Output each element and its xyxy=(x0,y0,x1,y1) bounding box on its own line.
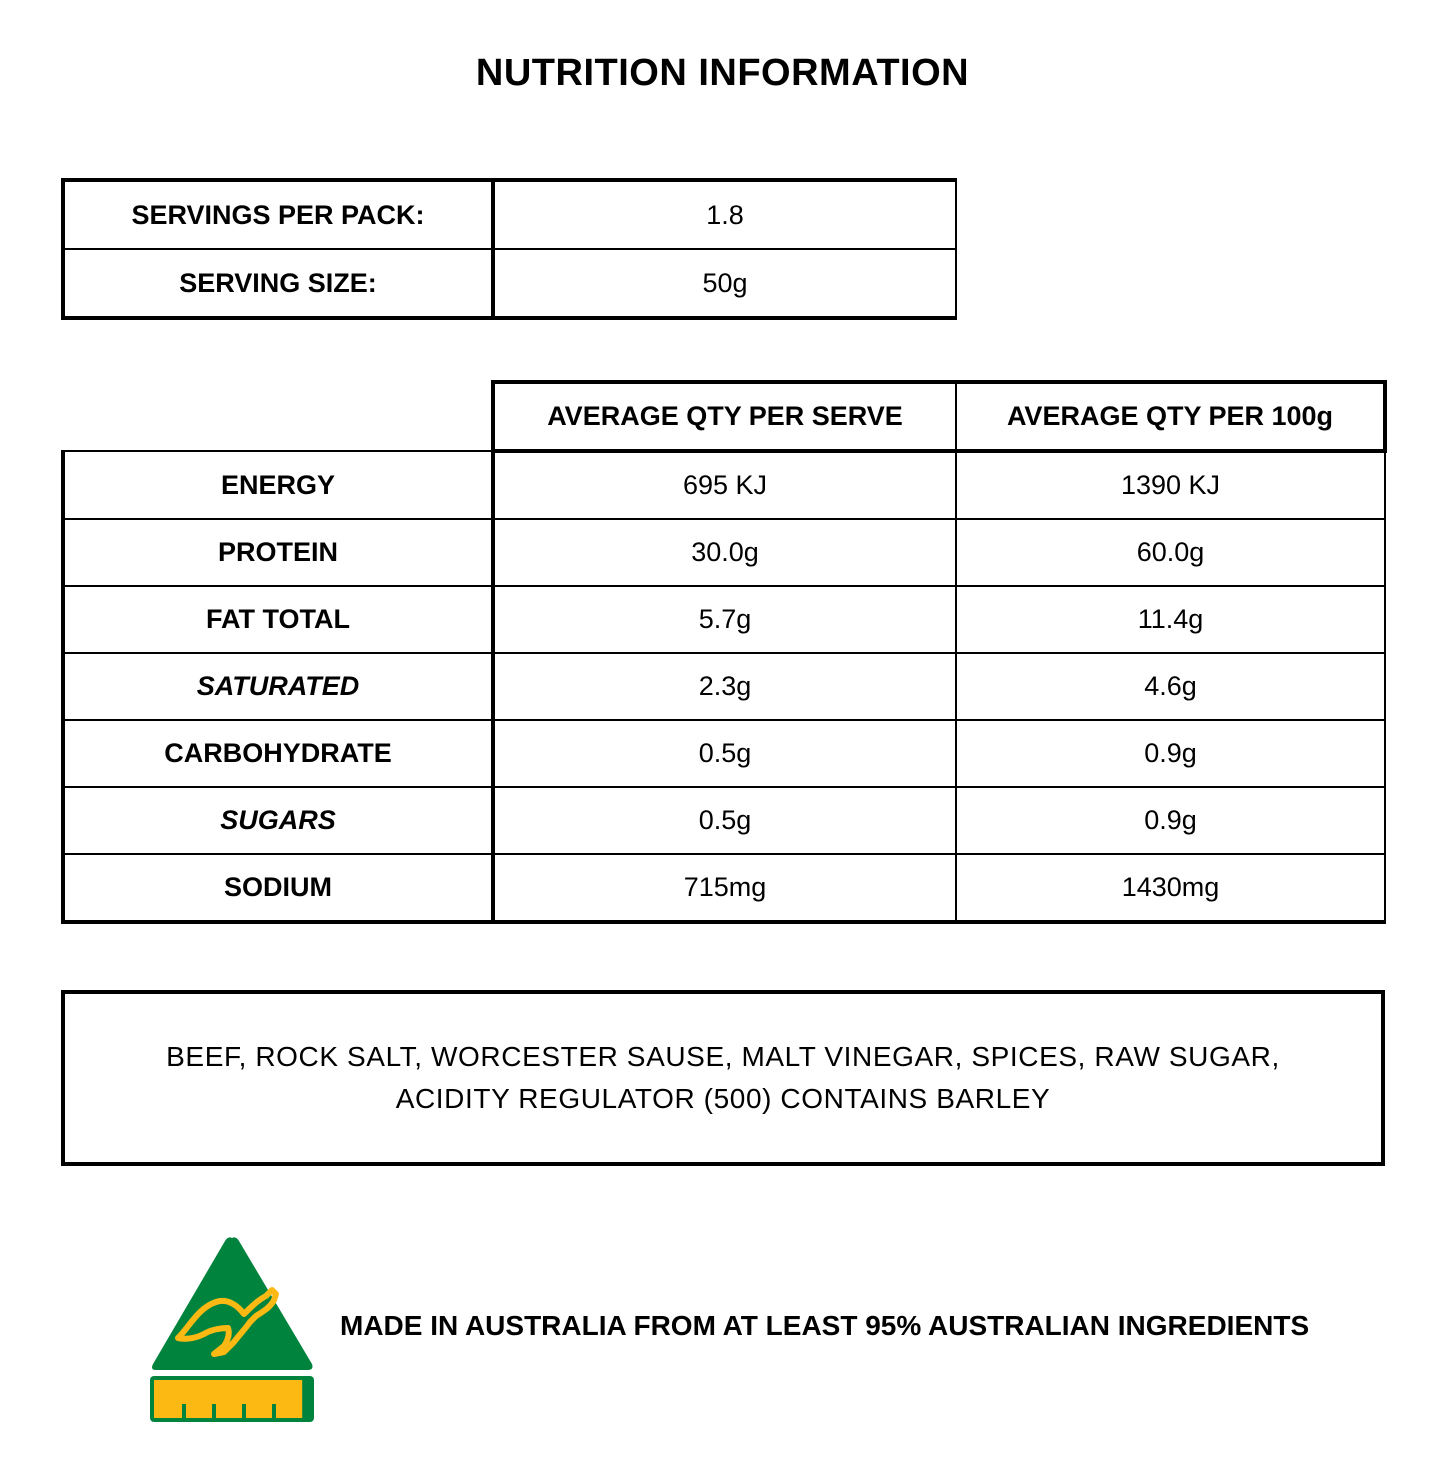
nutrient-per-100g: 0.9g xyxy=(956,787,1385,854)
nutrient-name: PROTEIN xyxy=(63,519,493,586)
nutrient-per-serve: 30.0g xyxy=(493,519,956,586)
nutrient-per-serve: 5.7g xyxy=(493,586,956,653)
nutrient-per-serve: 715mg xyxy=(493,854,956,922)
nutrient-per-serve: 695 KJ xyxy=(493,451,956,519)
nutrient-row-sodium xyxy=(63,854,1385,922)
nutrient-row-sugars xyxy=(63,787,1385,854)
nutrient-row-energy xyxy=(63,451,1385,519)
nutrient-per-serve: 2.3g xyxy=(493,653,956,720)
nutrient-name: FAT TOTAL xyxy=(63,586,493,653)
nutrient-per-100g: 0.9g xyxy=(956,720,1385,787)
nutrient-per-serve: 0.5g xyxy=(493,720,956,787)
origin-statement: MADE IN AUSTRALIA FROM AT LEAST 95% AUSTRALIAN INGREDIENTS xyxy=(340,1310,1310,1341)
serving-size-label: SERVING SIZE: xyxy=(63,249,493,318)
serving-size-value: 50g xyxy=(493,249,956,318)
nutrient-per-100g: 4.6g xyxy=(956,653,1385,720)
nutrient-name: SUGARS xyxy=(63,787,493,854)
logo-bar-fill xyxy=(154,1380,302,1418)
nutrient-per-100g: 60.0g xyxy=(956,519,1385,586)
nutrient-row-saturated xyxy=(63,653,1385,720)
header-blank-cell xyxy=(63,382,493,451)
nutrient-name: CARBOHYDRATE xyxy=(63,720,493,787)
nutrient-per-100g: 1430mg xyxy=(956,854,1385,922)
nutrition-header-row xyxy=(63,382,1385,451)
header-per-100g: AVERAGE QTY PER 100g xyxy=(956,382,1385,451)
header-per-serve: AVERAGE QTY PER SERVE xyxy=(493,382,956,451)
nutrient-row-carbohydrate xyxy=(63,720,1385,787)
servings-per-pack-row xyxy=(63,180,956,249)
servings-table xyxy=(61,178,957,320)
nutrient-row-protein xyxy=(63,519,1385,586)
page-title: NUTRITION INFORMATION xyxy=(475,52,970,94)
nutrient-name: SODIUM xyxy=(63,854,493,922)
nutrient-name: SATURATED xyxy=(63,653,493,720)
nutrient-per-serve: 0.5g xyxy=(493,787,956,854)
nutrient-name: ENERGY xyxy=(63,451,493,519)
nutrition-table xyxy=(61,380,1387,924)
ingredients-text: BEEF, ROCK SALT, WORCESTER SAUSE, MALT VINEGAR, SPICES, RAW SUGAR, ACIDITY REGULATOR (500) CONTAINS BARLEY xyxy=(166,1041,1280,1114)
nutrient-per-100g: 1390 KJ xyxy=(956,451,1385,519)
ingredients-box xyxy=(61,990,1385,1166)
nutrient-per-100g: 11.4g xyxy=(956,586,1385,653)
nutrient-row-fat-total xyxy=(63,586,1385,653)
servings-per-pack-label: SERVINGS PER PACK: xyxy=(63,180,493,249)
australian-made-kangaroo-icon xyxy=(148,1234,316,1424)
serving-size-row xyxy=(63,249,956,318)
servings-per-pack-value: 1.8 xyxy=(493,180,956,249)
